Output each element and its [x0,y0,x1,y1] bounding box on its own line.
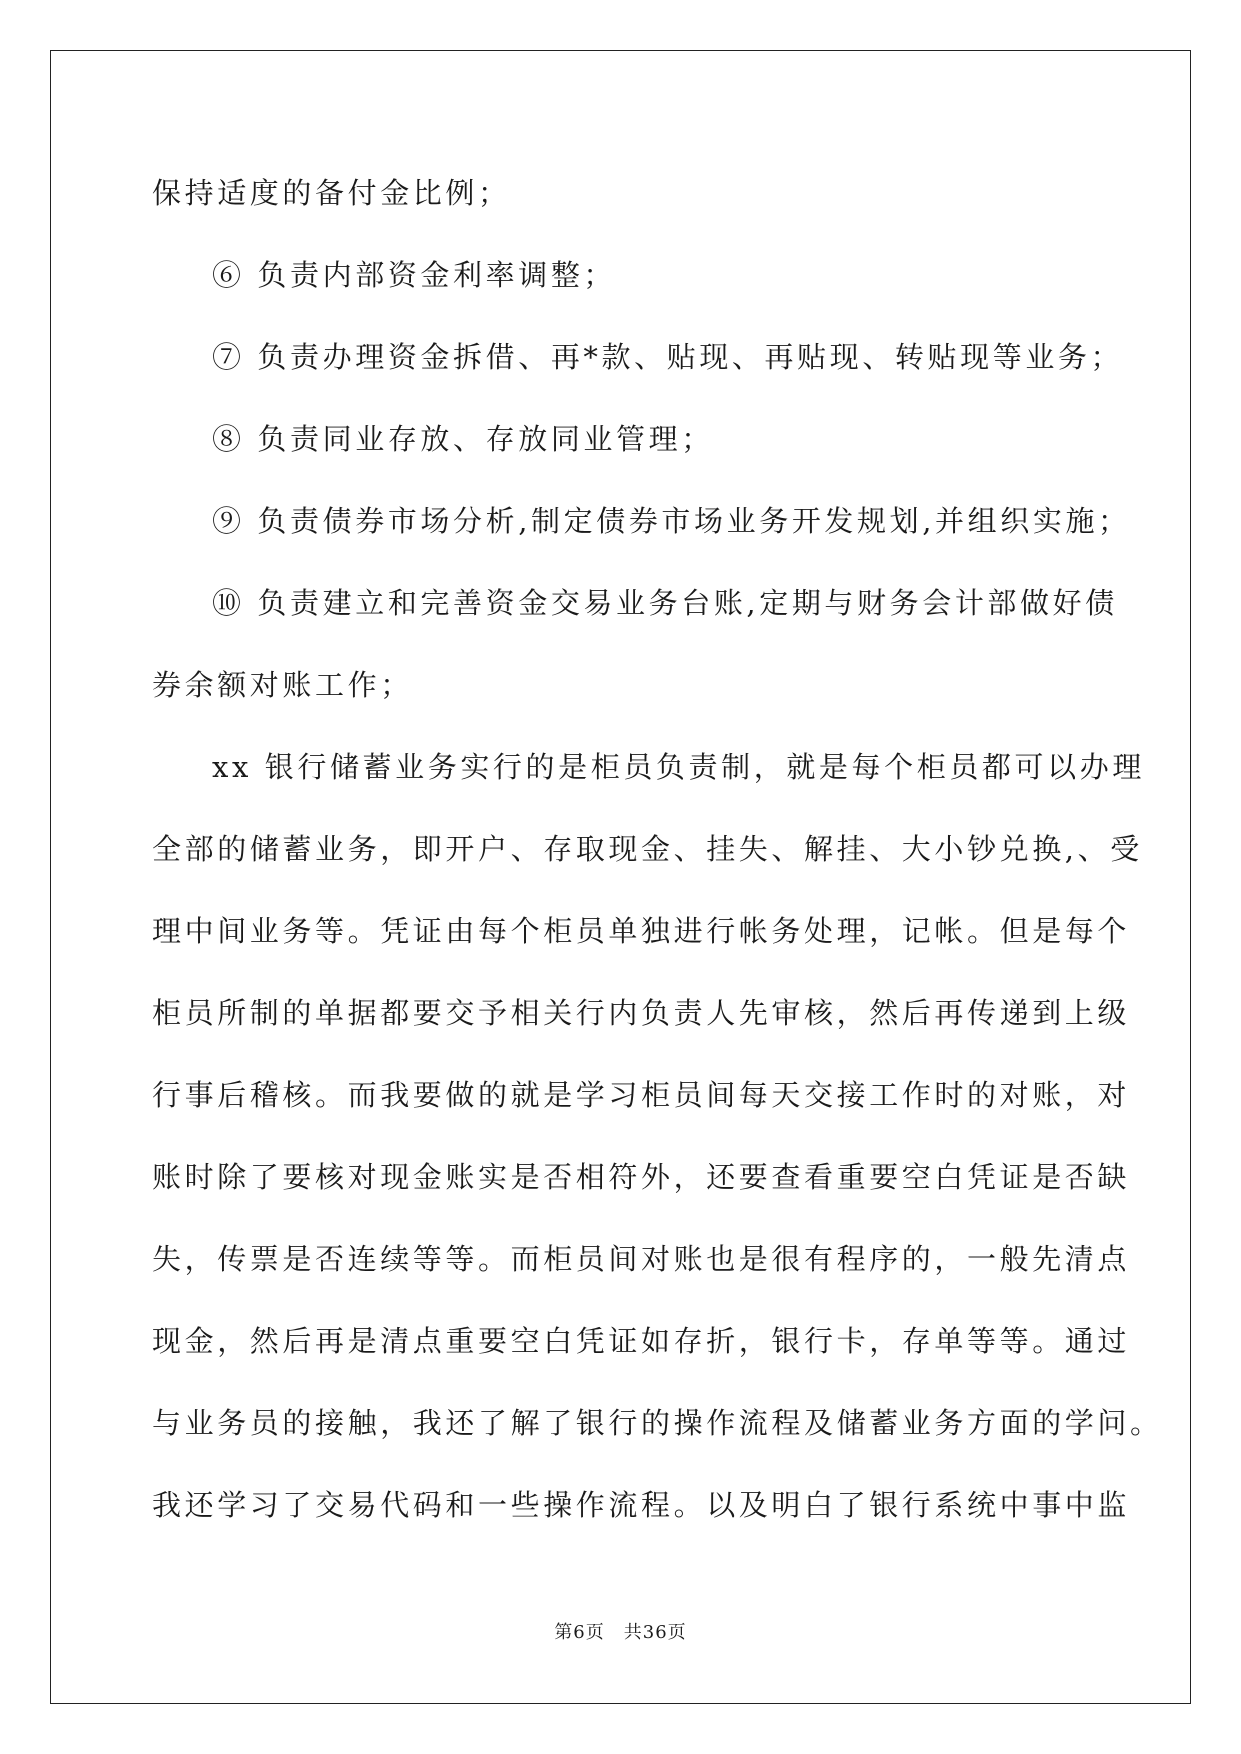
text-line: 理中间业务等。凭证由每个柜员单独进行帐务处理，记帐。但是每个 [152,914,1131,948]
text-line: 券余额对账工作； [152,668,413,702]
text-line: ⑩ 负责建立和完善资金交易业务台账,定期与财务会计部做好债 [212,586,1118,620]
text-line: 全部的储蓄业务，即开户、存取现金、挂失、解挂、大小钞兑换,、受 [152,832,1143,866]
text-line: xx 银行储蓄业务实行的是柜员负责制，就是每个柜员都可以办理 [212,750,1145,784]
text-line: 现金，然后再是清点重要空白凭证如存折，银行卡，存单等等。通过 [152,1324,1131,1358]
text-line: 行事后稽核。而我要做的就是学习柜员间每天交接工作时的对账，对 [152,1078,1131,1112]
text-line: 账时除了要核对现金账实是否相符外，还要查看重要空白凭证是否缺 [152,1160,1131,1194]
text-line: 失，传票是否连续等等。而柜员间对账也是很有程序的，一般先清点 [152,1242,1131,1276]
page-footer: 第6页 共36页 [554,1622,687,1643]
text-line: ⑧ 负责同业存放、存放同业管理； [212,422,714,456]
text-line: ⑦ 负责办理资金拆借、再*款、贴现、再贴现、转贴现等业务； [212,340,1124,374]
text-line: ⑥ 负责内部资金利率调整； [212,258,617,292]
text-line: 与业务员的接触，我还了解了银行的操作流程及储蓄业务方面的学问。 [152,1406,1163,1440]
text-line: 保持适度的备付金比例； [152,176,511,210]
text-line: 柜员所制的单据都要交予相关行内负责人先审核，然后再传递到上级 [152,996,1131,1030]
text-line: ⑨ 负责债券市场分析,制定债券市场业务开发规划,并组织实施； [212,504,1131,538]
text-line: 我还学习了交易代码和一些操作流程。以及明白了银行系统中事中监 [152,1488,1131,1522]
document-body [152,152,1163,1546]
